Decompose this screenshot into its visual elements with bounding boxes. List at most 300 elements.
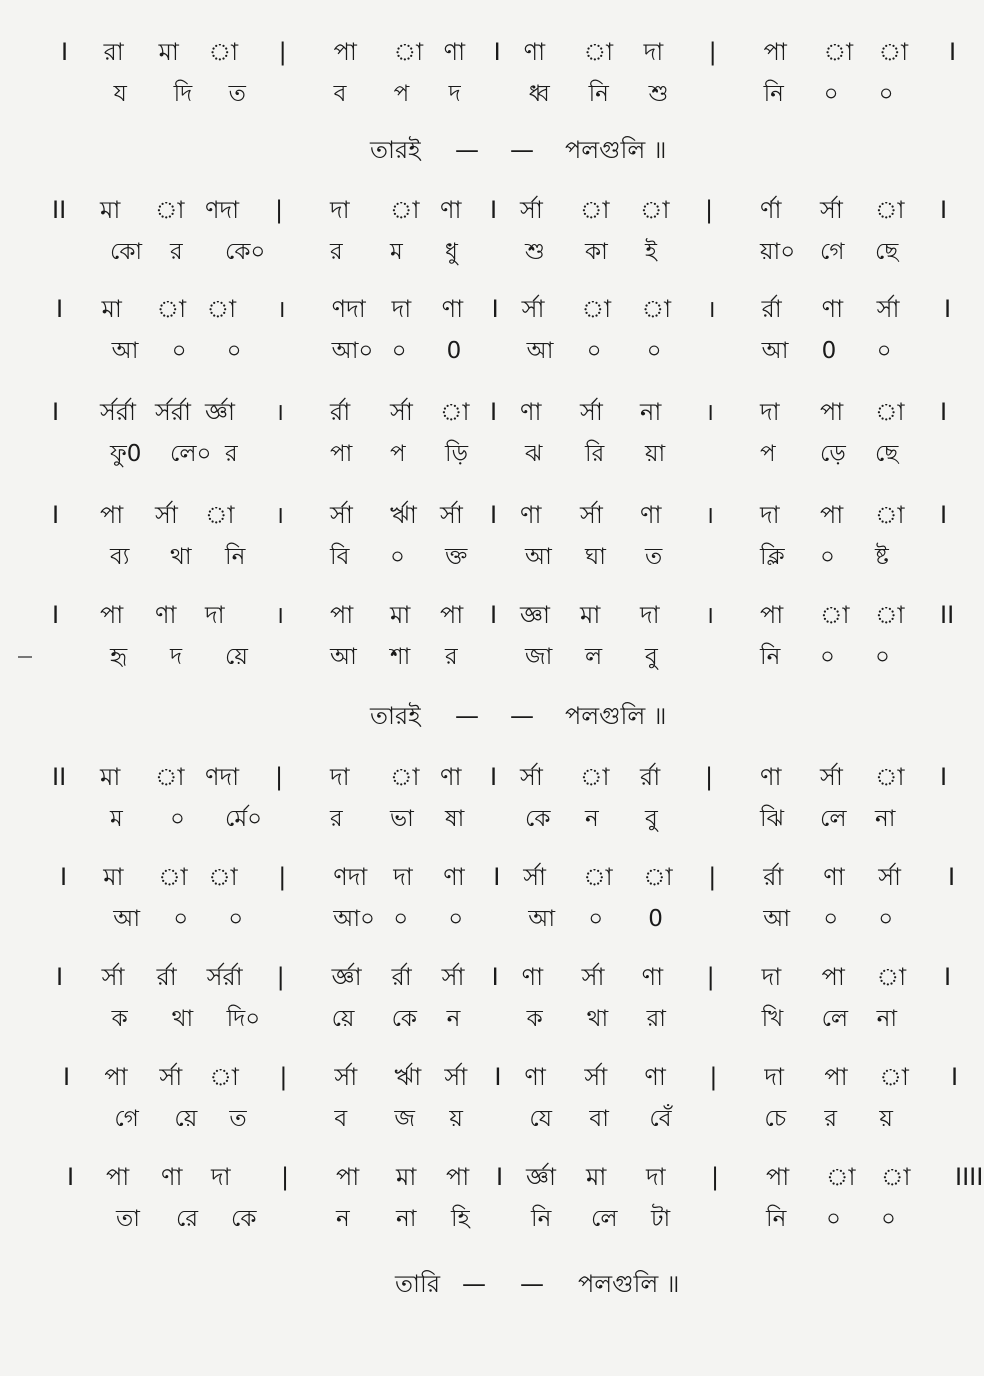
- lyric-syllable: ব: [334, 1106, 348, 1132]
- lyric-syllable: ০: [170, 806, 185, 832]
- lyric-syllable: যে: [529, 1106, 552, 1132]
- lyric-syllable: ফু0: [110, 441, 142, 467]
- lyric-syllable: ক্ত: [445, 544, 468, 570]
- lyric-syllable: য়ে: [331, 1006, 355, 1032]
- lyric-syllable: আ: [113, 906, 141, 932]
- note: র্রা: [640, 763, 661, 791]
- lyric-syllable: লে: [820, 806, 847, 832]
- lyric-syllable: ষ্ট: [875, 544, 889, 570]
- lyric-syllable: টা: [651, 1206, 671, 1232]
- note: পা: [820, 398, 844, 426]
- bar-line: ।: [275, 601, 285, 629]
- note: ণা: [524, 1063, 546, 1091]
- note: ণা: [640, 501, 662, 529]
- lyrics-row: [0, 897, 984, 941]
- lyric-syllable: ন: [585, 806, 599, 832]
- notation-row: [0, 390, 984, 434]
- lyric-syllable: নি: [531, 1206, 552, 1232]
- lyric-syllable: পা: [330, 441, 353, 467]
- lyric-syllable: ঝ: [525, 441, 543, 467]
- lyric-syllable: কে: [391, 1006, 418, 1032]
- bar-line: II: [52, 196, 67, 224]
- bar-line: ।: [705, 601, 715, 629]
- note: দা: [391, 295, 412, 323]
- note: র্সা: [444, 1063, 468, 1091]
- note: র্রা: [156, 963, 177, 991]
- note: া: [641, 295, 672, 323]
- note: র্সা: [390, 398, 413, 426]
- lyric-syllable: ০: [391, 338, 407, 364]
- bar-line: ।: [275, 501, 285, 529]
- note: র্সা: [520, 196, 543, 224]
- note: া: [875, 398, 905, 426]
- note: র্জ্ঞা: [331, 963, 362, 991]
- bar-line: II: [52, 763, 67, 791]
- note: া: [209, 1063, 239, 1091]
- lyric-syllable: ০: [646, 338, 662, 364]
- bar-line: I: [52, 601, 60, 629]
- bar-line: I: [490, 398, 498, 426]
- bar-line: II: [940, 601, 955, 629]
- lyric-syllable: ০: [586, 338, 602, 364]
- note: র্সা: [876, 295, 900, 323]
- lyric-syllable: লে: [591, 1206, 618, 1232]
- note: া: [643, 863, 673, 891]
- note: ণা: [523, 38, 546, 66]
- note: র্সা: [155, 501, 178, 529]
- lyric-syllable: আ: [525, 544, 552, 570]
- note: র্সা: [330, 501, 353, 529]
- bar-line: I: [940, 196, 948, 224]
- notation-row: [0, 955, 984, 999]
- bar-line: |: [708, 38, 717, 66]
- note: া: [583, 863, 613, 891]
- note: ণা: [821, 295, 844, 323]
- note: া: [875, 601, 905, 629]
- note: র্রা: [763, 863, 784, 891]
- lyric-syllable: রা: [646, 1006, 666, 1032]
- lyric-syllable: না: [875, 806, 896, 832]
- note: া: [205, 501, 235, 529]
- note: া: [581, 295, 612, 323]
- lyrics-row: [0, 72, 984, 116]
- note: দা: [761, 963, 782, 991]
- note: র্সা: [520, 763, 543, 791]
- bar-line: I: [951, 1063, 959, 1091]
- note: ণা: [441, 295, 464, 323]
- lyrics-row: [0, 535, 984, 579]
- lyrics-row: [0, 1197, 984, 1241]
- note: া: [879, 1063, 909, 1091]
- note: া: [823, 38, 854, 66]
- note: া: [440, 398, 470, 426]
- note: র্সা: [584, 1063, 608, 1091]
- note: া: [583, 38, 614, 66]
- lyric-syllable: বু: [645, 806, 658, 832]
- refrain-line: [0, 694, 984, 738]
- bar-line: I: [490, 501, 498, 529]
- note: পা: [760, 601, 784, 629]
- notation-row: [0, 493, 984, 537]
- lyric-syllable: য: [113, 81, 127, 107]
- bar-line: I: [52, 501, 60, 529]
- bar-line: I: [944, 963, 952, 991]
- lyric-syllable: রি: [585, 441, 605, 467]
- lyric-syllable: লে০: [170, 441, 212, 467]
- note: ণা: [521, 963, 544, 991]
- lyric-syllable: ০: [820, 644, 835, 670]
- note: ণা: [641, 963, 664, 991]
- note: র্রা: [330, 398, 351, 426]
- lyric-syllable: তা: [116, 1206, 140, 1232]
- lyric-syllable: না: [396, 1206, 417, 1232]
- bar-line: I: [490, 601, 498, 629]
- note: ণা: [155, 601, 177, 629]
- lyric-syllable: ভা: [390, 806, 414, 832]
- note: া: [875, 501, 905, 529]
- note: মা: [100, 196, 121, 224]
- lyric-syllable: র: [330, 239, 343, 265]
- bar-line: I: [494, 1063, 502, 1091]
- lyric-syllable: দি০: [226, 1006, 261, 1032]
- lyric-syllable: ঘা: [585, 544, 606, 570]
- lyric-syllable: ছে: [875, 239, 899, 265]
- note: মা: [390, 601, 411, 629]
- note: া: [878, 38, 909, 66]
- lyric-syllable: ০: [881, 1206, 896, 1232]
- lyric-syllable: আ: [528, 906, 556, 932]
- lyric-syllable: র: [445, 644, 458, 670]
- refrain-line: [0, 1262, 984, 1306]
- note: র্সা: [820, 763, 843, 791]
- lyrics-row: [0, 635, 984, 679]
- note: মা: [101, 295, 122, 323]
- note: া: [393, 38, 424, 66]
- refrain-start: তারি: [395, 1270, 441, 1298]
- lyric-syllable: নি: [763, 81, 784, 107]
- bar-line: |: [281, 1163, 290, 1191]
- lyric-syllable: য়া০: [760, 239, 796, 265]
- lyric-syllable: র্মে০: [225, 806, 263, 832]
- note: র্সা: [101, 963, 125, 991]
- notation-row: [0, 755, 984, 799]
- lyric-syllable: নি: [760, 644, 781, 670]
- note: রা: [103, 38, 124, 66]
- lyric-syllable: ক: [111, 1006, 128, 1032]
- note: র্সা: [580, 501, 603, 529]
- lyric-syllable: য়: [449, 1106, 463, 1132]
- note: া: [875, 196, 905, 224]
- note: া: [580, 196, 610, 224]
- bar-line: |: [705, 763, 714, 791]
- note: র্সা: [820, 196, 843, 224]
- bar-line: I: [56, 295, 64, 323]
- lyric-syllable: প: [390, 441, 406, 467]
- note: মা: [586, 1163, 607, 1191]
- lyric-syllable: র: [824, 1106, 838, 1132]
- refrain-line: [0, 128, 984, 172]
- note: দা: [330, 763, 350, 791]
- lyric-syllable: প: [760, 441, 776, 467]
- note: র্সা: [878, 863, 902, 891]
- lyric-syllable: ন: [336, 1206, 350, 1232]
- note: পা: [763, 38, 787, 66]
- lyric-syllable: নি: [766, 1206, 787, 1232]
- note: র্ণা: [760, 196, 782, 224]
- refrain-end: পলগুলি ॥: [565, 702, 667, 730]
- lyric-syllable: ০: [448, 906, 464, 932]
- bar-line: I: [949, 38, 957, 66]
- bar-line: I: [491, 963, 499, 991]
- note: পা: [824, 1063, 848, 1091]
- note: র্সা: [581, 963, 605, 991]
- lyric-syllable: র: [330, 806, 343, 832]
- bar-line: I: [52, 398, 60, 426]
- bar-line: I: [491, 295, 499, 323]
- note: র্সর্রা: [155, 398, 192, 426]
- note: পা: [106, 1163, 130, 1191]
- note: দা: [205, 601, 225, 629]
- note: মা: [158, 38, 179, 66]
- note: না: [640, 398, 662, 426]
- bar-line: |: [275, 763, 284, 791]
- lyric-syllable: বেঁ: [649, 1106, 672, 1132]
- note: পা: [446, 1163, 470, 1191]
- bar-line: IIII: [955, 1163, 984, 1191]
- note: র্সর্রা: [206, 963, 243, 991]
- lyric-syllable: ই: [645, 239, 657, 265]
- note: া: [156, 295, 187, 323]
- lyric-syllable: কে: [525, 806, 551, 832]
- bar-line: I: [940, 501, 948, 529]
- note: দা: [646, 1163, 666, 1191]
- lyric-syllable: ০: [390, 544, 405, 570]
- note: ণা: [161, 1163, 183, 1191]
- bar-line: |: [275, 196, 284, 224]
- lyric-syllable: আ: [761, 338, 789, 364]
- lyric-syllable: দি: [173, 81, 193, 107]
- note: র্সা: [334, 1063, 358, 1091]
- lyric-syllable: র: [170, 239, 183, 265]
- lyric-syllable: ত: [645, 544, 663, 570]
- lyric-syllable: গে: [114, 1106, 139, 1132]
- note: র্রা: [391, 963, 412, 991]
- note: ণা: [823, 863, 845, 891]
- bar-line: I: [493, 863, 501, 891]
- lyric-syllable: চে: [764, 1106, 787, 1132]
- lyric-syllable: আ: [763, 906, 791, 932]
- bar-line: I: [940, 763, 948, 791]
- lyric-syllable: ছে: [875, 441, 899, 467]
- note: র্সা: [440, 501, 463, 529]
- note: ণদা: [331, 295, 366, 323]
- notation-row: [0, 1055, 984, 1099]
- lyric-syllable: খি: [761, 1006, 784, 1032]
- note: ণা: [760, 763, 782, 791]
- bar-line: I: [493, 38, 501, 66]
- lyric-syllable: নি: [588, 81, 609, 107]
- lyric-syllable: ড়ি: [445, 441, 468, 467]
- bar-line: I: [490, 196, 498, 224]
- lyric-syllable: প: [393, 81, 410, 107]
- bar-line: I: [944, 295, 952, 323]
- note: পা: [766, 1163, 790, 1191]
- bar-line: I: [67, 1163, 75, 1191]
- bar-line: ।: [276, 295, 286, 323]
- notation-row: [0, 287, 984, 331]
- note: র্সা: [441, 963, 465, 991]
- note: মা: [580, 601, 601, 629]
- lyric-syllable: বু: [645, 644, 658, 670]
- lyrics-row: [0, 432, 984, 476]
- note: া: [158, 863, 188, 891]
- note: া: [155, 196, 185, 224]
- refrain-end: পলগুলি ॥: [578, 1270, 680, 1298]
- note: দা: [760, 398, 780, 426]
- note: র্সা: [580, 398, 603, 426]
- note: ণা: [520, 398, 542, 426]
- bar-line: I: [948, 863, 956, 891]
- lyric-syllable: আ০: [331, 338, 374, 364]
- note: া: [876, 963, 907, 991]
- note: র্সা: [523, 863, 547, 891]
- note: পা: [820, 501, 844, 529]
- lyric-syllable: আ: [526, 338, 554, 364]
- note: ণা: [440, 763, 462, 791]
- lyric-syllable: শু: [525, 239, 545, 265]
- note: া: [208, 863, 238, 891]
- bar-line: |: [706, 963, 715, 991]
- bar-line: |: [278, 38, 287, 66]
- bar-line: I: [56, 963, 64, 991]
- notation-row: [0, 593, 984, 637]
- bar-line: |: [709, 1063, 718, 1091]
- bar-line: I: [496, 1163, 504, 1191]
- lyric-syllable: রে: [176, 1206, 198, 1232]
- note: র্সা: [159, 1063, 183, 1091]
- lyric-syllable: 0: [648, 906, 663, 932]
- lyric-syllable: য়: [879, 1106, 893, 1132]
- note: পা: [104, 1063, 128, 1091]
- bar-line: I: [940, 398, 948, 426]
- note: া: [640, 196, 670, 224]
- lyric-syllable: হৃ: [110, 644, 128, 670]
- lyric-syllable: ০: [823, 906, 839, 932]
- note: পা: [100, 601, 124, 629]
- bar-line: |: [705, 196, 714, 224]
- note: র্জ্ঞা: [526, 1163, 556, 1191]
- lyric-syllable: ০: [173, 906, 189, 932]
- lyric-syllable: ক্লি: [760, 544, 785, 570]
- lyric-syllable: 0: [821, 338, 837, 364]
- lyric-syllable: কে০: [225, 239, 266, 265]
- bar-line: ।: [705, 398, 715, 426]
- lyric-syllable: ত: [229, 1106, 247, 1132]
- lyric-syllable: র: [225, 441, 238, 467]
- notation-row: [0, 30, 984, 74]
- bar-line: |: [278, 863, 287, 891]
- bar-line: |: [708, 863, 717, 891]
- note: দা: [393, 863, 413, 891]
- lyric-syllable: নি: [225, 544, 246, 570]
- bar-line: |: [276, 963, 285, 991]
- lyric-syllable: জ: [394, 1106, 415, 1132]
- note: ণা: [440, 196, 462, 224]
- refrain-dash1: —: [455, 702, 481, 730]
- note: া: [881, 1163, 911, 1191]
- refrain-dash1: —: [455, 136, 481, 164]
- refrain-dash1: —: [462, 1270, 488, 1298]
- lyric-syllable: ষা: [445, 806, 465, 832]
- lyric-syllable: কা: [585, 239, 608, 265]
- lyric-syllable: শু: [648, 81, 669, 107]
- lyric-syllable: বা: [589, 1106, 609, 1132]
- bar-line: |: [279, 1063, 288, 1091]
- note: া: [390, 196, 420, 224]
- lyric-syllable: ০: [588, 906, 604, 932]
- lyric-syllable: জা: [525, 644, 553, 670]
- note: ণা: [644, 1063, 666, 1091]
- lyric-syllable: ০: [878, 906, 894, 932]
- lyric-syllable: ০: [171, 338, 187, 364]
- note: া: [580, 763, 610, 791]
- lyric-syllable: না: [876, 1006, 897, 1032]
- notation-row: [0, 188, 984, 232]
- lyric-syllable: গে: [820, 239, 845, 265]
- lyric-syllable: ম: [390, 239, 403, 265]
- note: র্সা: [521, 295, 545, 323]
- lyric-syllable: ব্য: [110, 544, 130, 570]
- note: র্ঋা: [390, 501, 417, 529]
- bar-line: |: [711, 1163, 720, 1191]
- note: র্রা: [761, 295, 782, 323]
- notation-row: [0, 855, 984, 899]
- note: ণা: [443, 38, 466, 66]
- note: দা: [330, 196, 350, 224]
- note: ণদা: [333, 863, 368, 891]
- lyrics-row: [0, 230, 984, 274]
- note: া: [206, 295, 237, 323]
- lyric-syllable: শা: [390, 644, 411, 670]
- note: া: [826, 1163, 856, 1191]
- bar-line: ।: [706, 295, 716, 323]
- lyric-syllable: ধু: [445, 239, 458, 265]
- refrain-dash2: —: [520, 1270, 546, 1298]
- lyric-syllable: থা: [170, 544, 192, 570]
- note: র্সর্রা: [100, 398, 137, 426]
- lyric-syllable: য়ে: [225, 644, 248, 670]
- lyric-syllable: আ: [330, 644, 357, 670]
- note: মা: [100, 763, 121, 791]
- note: ণদা: [205, 196, 240, 224]
- lyric-syllable: ল: [585, 644, 603, 670]
- note: ণা: [520, 501, 542, 529]
- lyric-syllable: কে: [231, 1206, 257, 1232]
- lyrics-row: [0, 1097, 984, 1141]
- lyric-syllable: হি: [451, 1206, 470, 1232]
- note: পা: [330, 601, 354, 629]
- note: পা: [821, 963, 845, 991]
- note: ণদা: [205, 763, 240, 791]
- note: দা: [643, 38, 664, 66]
- note: া: [875, 763, 905, 791]
- note: পা: [440, 601, 464, 629]
- note: া: [390, 763, 420, 791]
- refrain-start: তারই: [370, 702, 421, 730]
- refrain-dash2: —: [510, 702, 536, 730]
- lyric-syllable: ০: [875, 644, 890, 670]
- note: দা: [211, 1163, 231, 1191]
